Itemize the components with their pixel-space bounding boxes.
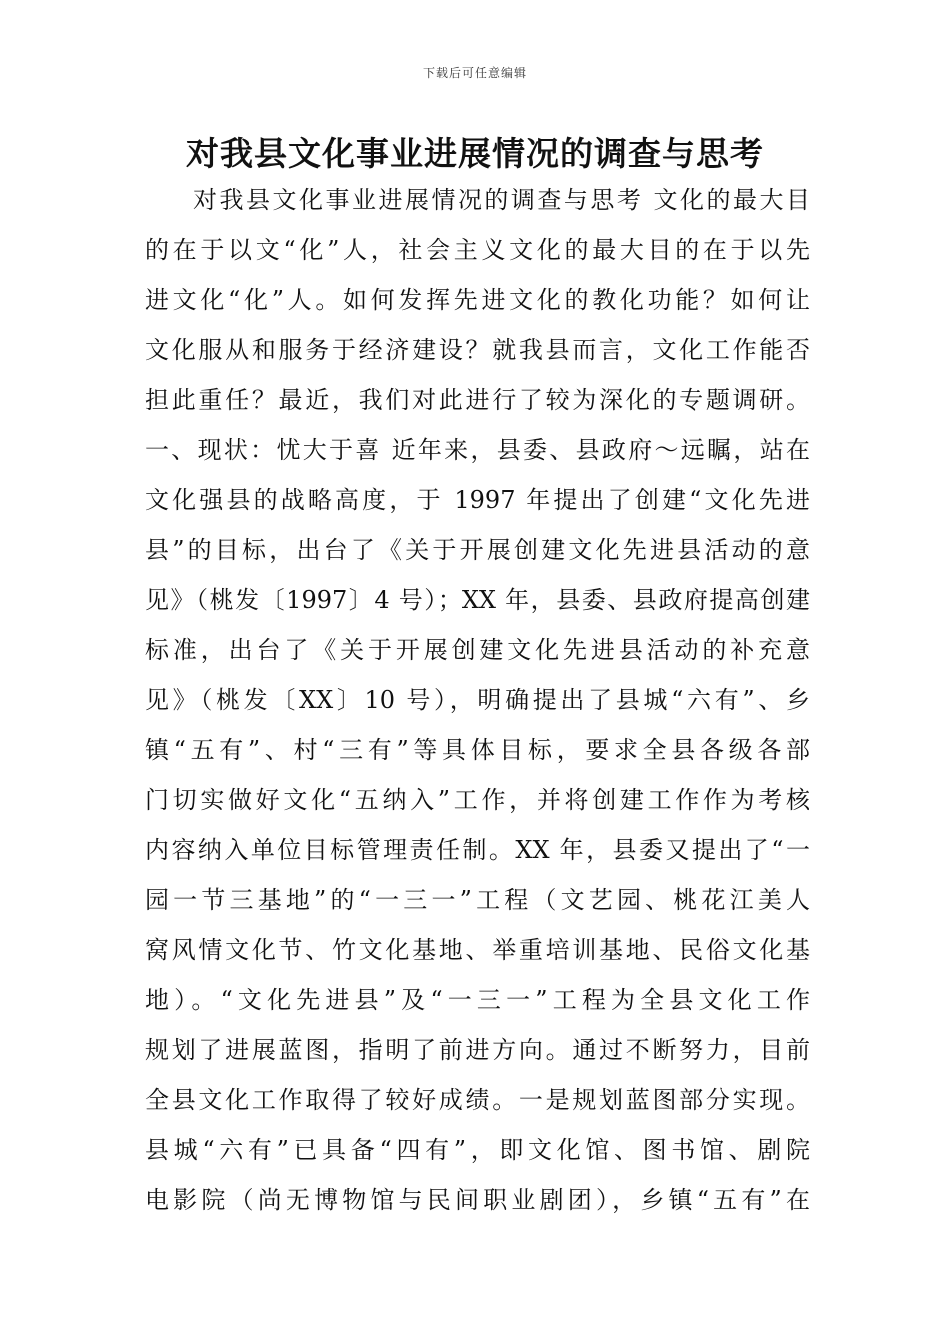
paragraph-line: 文化强县的战略高度，于 1997 年提出了创建“文化先进 [145,486,810,514]
paragraph-line: 进文化“化”人。如何发挥先进文化的教化功能？如何让 [145,286,810,314]
header-note: 下载后可任意编辑 [422,66,527,80]
paragraph-line: 县城“六有”已具备“四有”，即文化馆、图书馆、剧院 [145,1136,810,1164]
paragraph-line: 见》（桃发〔1997〕4 号）；XX 年，县委、县政府提高创建 [145,586,810,614]
paragraph-line: 一、现状：忧大于喜 近年来，县委、县政府～远瞩，站在 [145,436,810,464]
paragraph-line: 对我县文化事业进展情况的调查与思考 文化的最大目 [193,186,810,214]
paragraph-line: 见》（桃发〔XX〕10 号），明确提出了县城“六有”、乡 [145,686,810,714]
paragraph-line: 标准，出台了《关于开展创建文化先进县活动的补充意 [145,636,810,664]
paragraph-line: 地）。“文化先进县”及“一三一”工程为全县文化工作 [145,986,810,1014]
paragraph-line: 担此重任？最近，我们对此进行了较为深化的专题调研。 [145,386,810,414]
paragraph-line: 窝风情文化节、竹文化基地、举重培训基地、民俗文化基 [145,936,810,964]
paragraph-line: 的在于以文“化”人，社会主义文化的最大目的在于以先 [145,236,810,264]
body-text [145,175,810,1225]
paragraph-line: 镇“五有”、村“三有”等具体目标，要求全县各级各部 [145,736,810,764]
document-title: 对我县文化事业进展情况的调查与思考 [186,134,764,173]
paragraph-line: 文化服从和服务于经济建设？就我县而言，文化工作能否 [145,336,810,364]
paragraph-line: 园一节三基地”的“一三一”工程（文艺园、桃花江美人 [145,886,810,914]
paragraph-line: 内容纳入单位目标管理责任制。XX 年，县委又提出了“一 [145,836,810,864]
paragraph-line: 电影院（尚无博物馆与民间职业剧团），乡镇“五有”在 [145,1186,810,1214]
paragraph-line: 全县文化工作取得了较好成绩。一是规划蓝图部分实现。 [145,1086,810,1114]
paragraph-line: 门切实做好文化“五纳入”工作，并将创建工作作为考核 [145,786,810,814]
paragraph-line: 规划了进展蓝图，指明了前进方向。通过不断努力，目前 [145,1036,810,1064]
paragraph-line: 县”的目标，出台了《关于开展创建文化先进县活动的意 [145,536,810,564]
